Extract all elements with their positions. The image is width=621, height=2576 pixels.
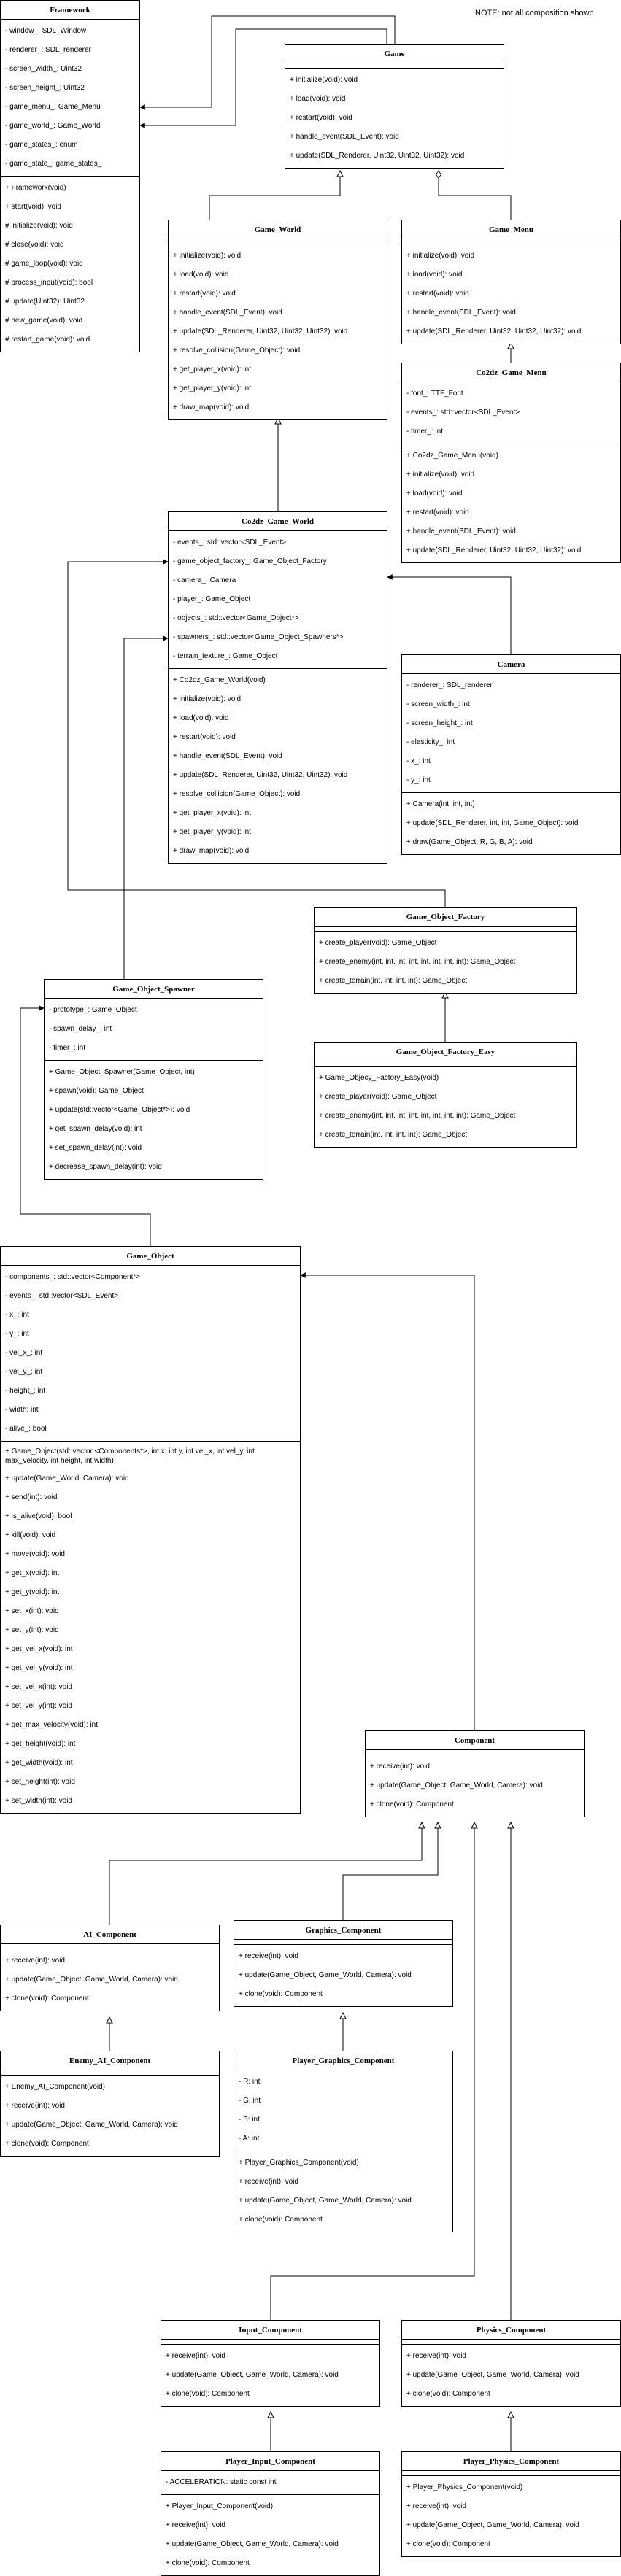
method: + receive(int): void: [239, 1952, 298, 1960]
method: + get_spawn_delay(void): int: [49, 1125, 142, 1133]
method: + clone(void): Component: [406, 2390, 490, 2398]
method: + clone(void): Component: [239, 2216, 323, 2224]
method: + load(void): void: [406, 271, 463, 279]
method: + Co2dz_Game_Menu(void): [406, 452, 498, 460]
class-name: Enemy_AI_Component: [1, 2051, 219, 2070]
attribute: - B: int: [239, 2116, 260, 2124]
methods-section: [234, 2151, 452, 2232]
method: + receive(int): void: [406, 2352, 466, 2360]
method: + update(SDL_Renderer, int, int, Game_Object): void: [406, 819, 579, 827]
attribute: - renderer_: SDL_renderer: [5, 46, 91, 54]
method: + Co2dz_Game_World(void): [173, 676, 266, 684]
method: + update(Game_Object, Game_World, Camera): void: [5, 1976, 178, 1984]
method: + Player_Physics_Component(void): [406, 2483, 523, 2491]
method: + create_enemy(int, int, int, int, int, int, int, int): Game_Object: [319, 958, 516, 966]
attribute: - objects_: std::vector<Game_Object*>: [173, 614, 299, 622]
attribute: - y_: int: [406, 776, 431, 784]
attribute: - timer_: int: [49, 1044, 86, 1052]
class-name: Player_Input_Component: [161, 2452, 379, 2471]
method: + get_max_velocity(void): int: [5, 1721, 99, 1729]
attributes-section: [402, 2340, 620, 2345]
method: + update(std::vector<Game_Object*>): void: [49, 1106, 190, 1114]
graphics-inherits-component: [343, 1822, 438, 1920]
attribute: - width: int: [5, 1406, 39, 1414]
attributes-section: [1, 1266, 300, 1442]
class-game-object[interactable]: [0, 1246, 301, 1814]
method: + update(Game_Object, Game_World, Camera): void: [5, 2121, 178, 2129]
attribute: - elasticity_: int: [406, 738, 455, 746]
attribute: - terrain_texture_: Game_Object: [173, 652, 278, 660]
method: + clone(void): Component: [370, 1801, 454, 1809]
class-name: AI_Component: [1, 1925, 219, 1944]
methods-section: [402, 2476, 620, 2556]
methods-section: [169, 244, 387, 419]
method: + update(Game_Object, Game_World, Camera): void: [166, 2371, 339, 2379]
attributes-section: [366, 1750, 584, 1755]
method: + receive(int): void: [406, 2502, 466, 2510]
attributes-section: [45, 999, 263, 1061]
method: + load(void): void: [406, 490, 463, 498]
class-name: Co2dz_Game_World: [169, 512, 387, 531]
method: + update(Game_Object, Game_World, Camera): void: [166, 2540, 339, 2548]
method: + spawn(void): Game_Object: [49, 1087, 144, 1095]
method: + restart(void): void: [406, 290, 469, 298]
attribute: - y_: int: [5, 1330, 29, 1338]
method: + restart(void): void: [290, 114, 352, 122]
attribute: - screen_width_: int: [406, 700, 470, 708]
attribute: - height_: int: [5, 1387, 46, 1395]
method: + receive(int): void: [166, 2521, 225, 2529]
method: + restart(void): void: [406, 508, 469, 517]
attribute: - events_: std::vector<SDL_Event>: [173, 538, 287, 546]
method: + Framework(void): [5, 184, 66, 192]
methods-section: [402, 793, 620, 854]
attribute: - A: int: [239, 2135, 260, 2143]
methods-section: [1, 177, 139, 352]
method: + handle_event(SDL_Event): void: [406, 527, 516, 535]
method: + update(Game_World, Camera): void: [5, 1474, 129, 1482]
attributes-section: [234, 1940, 452, 1945]
attribute: - renderer_: SDL_renderer: [406, 681, 493, 689]
methods-section: [1, 1949, 219, 2011]
method: + update(SDL_Renderer, Uint32, Uint32, Uint32): void: [173, 328, 348, 336]
method: + get_player_x(void): int: [173, 809, 252, 817]
class-game-object-spawner[interactable]: [44, 979, 263, 1180]
class-name: Co2dz_Game_Menu: [402, 363, 620, 382]
method: + create_player(void): Game_Object: [319, 939, 437, 947]
attribute: - prototype_: Game_Object: [49, 1006, 137, 1014]
method: # initialize(void): void: [5, 222, 73, 230]
attribute: - window_: SDL_Window: [5, 27, 87, 35]
attributes-section: [161, 2471, 379, 2495]
attribute: - timer_: int: [406, 428, 444, 436]
method: + handle_event(SDL_Event): void: [290, 133, 399, 141]
method: + update(Game_Object, Game_World, Camera): void: [406, 2521, 579, 2529]
attribute: - ACCELERATION: static const int: [166, 2478, 277, 2486]
attributes-section: [315, 1061, 576, 1067]
method: + set_height(int): void: [5, 1778, 75, 1786]
method: + decrease_spawn_delay(int): void: [49, 1163, 162, 1171]
class-input-component[interactable]: [161, 2320, 380, 2407]
class-graphics-component[interactable]: [234, 1920, 453, 2007]
methods-section: [402, 244, 620, 344]
game-world-inherits-game: [209, 171, 340, 220]
attribute: - player_: Game_Object: [173, 595, 251, 603]
attribute: - spawners_: std::vector<Game_Object_Spawners*>: [173, 633, 344, 641]
class-game-world[interactable]: [168, 220, 387, 420]
method: + initialize(void): void: [290, 76, 358, 84]
methods-section: [315, 1067, 576, 1147]
methods-section: [366, 1755, 584, 1817]
method: + load(void): void: [173, 714, 229, 722]
method: + update(SDL_Renderer, Uint32, Uint32, Uint32): void: [406, 328, 582, 336]
method: + set_width(int): void: [5, 1797, 72, 1805]
method: + get_player_y(void): int: [173, 828, 252, 836]
methods-section: [402, 444, 620, 562]
methods-section: [161, 2495, 379, 2575]
class-name: Graphics_Component: [234, 1921, 452, 1940]
class-camera[interactable]: [401, 654, 621, 855]
method: + clone(void): Component: [406, 2540, 490, 2548]
class-ai-component[interactable]: [0, 1925, 220, 2011]
method: + resolve_collision(Game_Object): void: [173, 347, 301, 355]
method: + get_vel_y(void): int: [5, 1664, 73, 1672]
method: # update(Uint32): Uint32: [5, 298, 85, 306]
method: + clone(void): Component: [239, 1990, 323, 1998]
method: + receive(int): void: [5, 1957, 65, 1965]
method: + get_y(void): int: [5, 1588, 60, 1596]
attribute: - screen_height_: int: [406, 719, 473, 727]
method: + update(Game_Object, Game_World, Camera): void: [406, 2371, 579, 2379]
methods-section: [1, 1442, 300, 1813]
class-player-input-component[interactable]: [161, 2451, 380, 2576]
method: + start(void): void: [5, 203, 61, 211]
method: + draw_map(void): void: [173, 847, 250, 855]
method: + initialize(void): void: [173, 252, 242, 260]
method: + restart(void): void: [173, 733, 236, 741]
method: # game_loop(void): void: [5, 260, 83, 268]
attribute: - screen_height_: Uint32: [5, 84, 85, 92]
method: + load(void): void: [173, 271, 229, 279]
class-framework[interactable]: [0, 0, 140, 352]
method: + receive(int): void: [370, 1763, 430, 1771]
class-name: Game_Object_Spawner: [45, 980, 263, 999]
method: + set_spawn_delay(int): void: [49, 1144, 142, 1152]
method: # new_game(void): void: [5, 317, 83, 325]
ai-inherits-component: [109, 1822, 422, 1925]
attribute: - vel_y_: int: [5, 1368, 43, 1376]
method: + set_y(int): void: [5, 1626, 59, 1634]
game-menu-inherits-game: [439, 171, 511, 220]
attribute: - game_states_: enum: [5, 141, 78, 149]
attribute: - screen_width_: Uint32: [5, 65, 82, 73]
methods-section: [161, 2345, 379, 2406]
method: + set_vel_x(int): void: [5, 1683, 72, 1691]
method: + create_player(void): Game_Object: [319, 1093, 437, 1101]
class-name: Input_Component: [161, 2321, 379, 2340]
method: + Enemy_AI_Component(void): [5, 2083, 106, 2091]
method: + receive(int): void: [5, 2102, 65, 2110]
method: + receive(int): void: [166, 2352, 225, 2360]
class-name: Player_Graphics_Component: [234, 2051, 452, 2070]
method: + clone(void): Component: [5, 1995, 89, 2003]
method: + Game_Objecy_Factory_Easy(void): [319, 1074, 439, 1082]
method: + get_player_x(void): int: [173, 365, 252, 374]
class-name: Framework: [1, 1, 139, 20]
class-name: Component: [366, 1731, 584, 1750]
class-player-graphics-component[interactable]: [234, 2051, 453, 2232]
methods-section: [234, 1945, 452, 2006]
attributes-section: [402, 239, 620, 244]
attribute: - components_: std::vector<Component*>: [5, 1273, 141, 1281]
method: + load(void): void: [290, 95, 346, 103]
method: + update(SDL_Renderer, Uint32, Uint32, Uint32): void: [173, 771, 348, 779]
class-name: Game_Object: [1, 1247, 300, 1266]
attribute: - vel_x_: int: [5, 1349, 43, 1357]
attributes-section: [1, 1944, 219, 1949]
attribute: - camera_: Camera: [173, 576, 236, 584]
method: + update(Game_Object, Game_World, Camera): void: [239, 2197, 412, 2205]
class-name: Game_World: [169, 220, 387, 239]
method: + set_vel_y(int): void: [5, 1702, 72, 1710]
method: + set_x(int): void: [5, 1607, 59, 1615]
method: + draw(Game_Object, R, G, B, A): void: [406, 838, 533, 846]
attributes-section: [285, 63, 504, 69]
methods-section: [169, 669, 387, 863]
attributes-section: [1, 20, 139, 177]
attribute: - alive_: bool: [5, 1425, 47, 1433]
method: # close(void): void: [5, 241, 64, 249]
attribute: - events_: std::vector<SDL_Event>: [5, 1292, 119, 1300]
method: + handle_event(SDL_Event): void: [173, 309, 282, 317]
attribute: - game_menu_: Game_Menu: [5, 103, 101, 111]
attributes-section: [315, 927, 576, 932]
attributes-section: [234, 2070, 452, 2151]
attributes-section: [402, 382, 620, 444]
attribute: - events_: std::vector<SDL_Event>: [406, 409, 520, 417]
method: + Game_Object_Spawner(Game_Object, int): [49, 1068, 195, 1076]
method: + move(void): void: [5, 1550, 65, 1558]
class-name: Game_Object_Factory_Easy: [315, 1043, 576, 1061]
class-physics-component[interactable]: [401, 2320, 621, 2407]
class-game-object-factory[interactable]: [314, 907, 577, 994]
attribute: - game_world_: Game_World: [5, 122, 101, 130]
method: # restart_game(void): void: [5, 336, 90, 344]
method: + handle_event(SDL_Event): void: [173, 752, 282, 760]
method: + create_terrain(int, int, int, int): Game_Object: [319, 1131, 468, 1139]
method: + is_alive(void): bool: [5, 1512, 72, 1520]
method: + handle_event(SDL_Event): void: [406, 309, 516, 317]
method: + send(int): void: [5, 1493, 58, 1501]
method: + update(Game_Object, Game_World, Camera): void: [239, 1971, 412, 1979]
class-component[interactable]: [365, 1730, 585, 1817]
class-game[interactable]: [285, 44, 504, 169]
class-game-object-factory-easy[interactable]: [314, 1042, 577, 1148]
method: + clone(void): Component: [166, 2390, 250, 2398]
attributes-section: [402, 674, 620, 793]
attribute: - spawn_delay_: int: [49, 1025, 112, 1033]
method: + get_x(void): int: [5, 1569, 60, 1577]
camera-to-co2dz-world-line: [387, 577, 511, 654]
method: + restart(void): void: [173, 290, 236, 298]
attributes-section: [169, 239, 387, 244]
method: + resolve_collision(Game_Object): void: [173, 790, 301, 798]
method: + clone(void): Component: [166, 2559, 250, 2567]
attribute: - x_: int: [406, 757, 431, 765]
methods-section: [315, 932, 576, 993]
method: + get_player_y(void): int: [173, 384, 252, 392]
method: + create_terrain(int, int, int, int): Game_Object: [319, 977, 468, 985]
method: + get_vel_x(void): int: [5, 1645, 73, 1653]
attribute: - x_: int: [5, 1311, 29, 1319]
method: + receive(int): void: [239, 2178, 298, 2186]
method: # process_input(void): bool: [5, 279, 93, 287]
method: + create_enemy(int, int, int, int, int, int, int, int): Game_Object: [319, 1112, 516, 1120]
method: + draw_map(void): void: [173, 403, 250, 411]
attribute: - game_state_: game_states_: [5, 160, 102, 168]
method: + initialize(void): void: [406, 252, 475, 260]
methods-section: [1, 2076, 219, 2156]
attributes-section: [1, 2070, 219, 2076]
method: + update(SDL_Renderer, Uint32, Uint32, Uint32): void: [290, 152, 465, 160]
method: + Game_Object(std::vector <Components*>, int x, int y, int vel_x, int vel_y, int max_velocity, int height, int width): [5, 1447, 255, 1465]
attribute: - font_: TTF_Font: [406, 390, 463, 398]
methods-section: [45, 1061, 263, 1179]
method: + Player_Input_Component(void): [166, 2502, 274, 2510]
method: + initialize(void): void: [173, 695, 242, 703]
class-game-menu[interactable]: [401, 220, 621, 344]
class-player-physics-component[interactable]: [401, 2451, 621, 2557]
class-name: Game_Object_Factory: [315, 908, 576, 927]
class-enemy-ai-component[interactable]: [0, 2051, 220, 2157]
class-co2dz-game-menu[interactable]: [401, 363, 621, 563]
attributes-section: [169, 531, 387, 669]
class-name: Physics_Component: [402, 2321, 620, 2340]
methods-section: [402, 2345, 620, 2406]
class-name: Game_Menu: [402, 220, 620, 239]
component-to-object-line: [301, 1275, 474, 1730]
attribute: - G: int: [239, 2097, 261, 2105]
class-name: Camera: [402, 655, 620, 674]
spawner-to-co2dz-world-line: [124, 638, 168, 979]
attributes-section: [161, 2340, 379, 2345]
method: + Camera(int, int, int): [406, 800, 475, 808]
method: + clone(void): Component: [5, 2140, 89, 2148]
attribute: - game_object_factory_: Game_Object_Factory: [173, 557, 327, 565]
method: + kill(void): void: [5, 1531, 56, 1539]
method: + Player_Graphics_Component(void): [239, 2159, 359, 2167]
attribute: - R: int: [239, 2078, 261, 2086]
methods-section: [285, 69, 504, 168]
method: + update(SDL_Renderer, Uint32, Uint32, Uint32): void: [406, 546, 582, 554]
method: + get_height(void): int: [5, 1740, 76, 1748]
class-name: Player_Physics_Component: [402, 2452, 620, 2471]
method: + initialize(void): void: [406, 471, 475, 479]
attributes-section: [402, 2471, 620, 2476]
method: + get_width(void): int: [5, 1759, 73, 1767]
class-name: Game: [285, 45, 504, 63]
diagram-note: NOTE: not all composition shown: [475, 9, 594, 18]
class-co2dz-game-world[interactable]: [168, 511, 387, 864]
method: + update(Game_Object, Game_World, Camera): void: [370, 1782, 543, 1790]
